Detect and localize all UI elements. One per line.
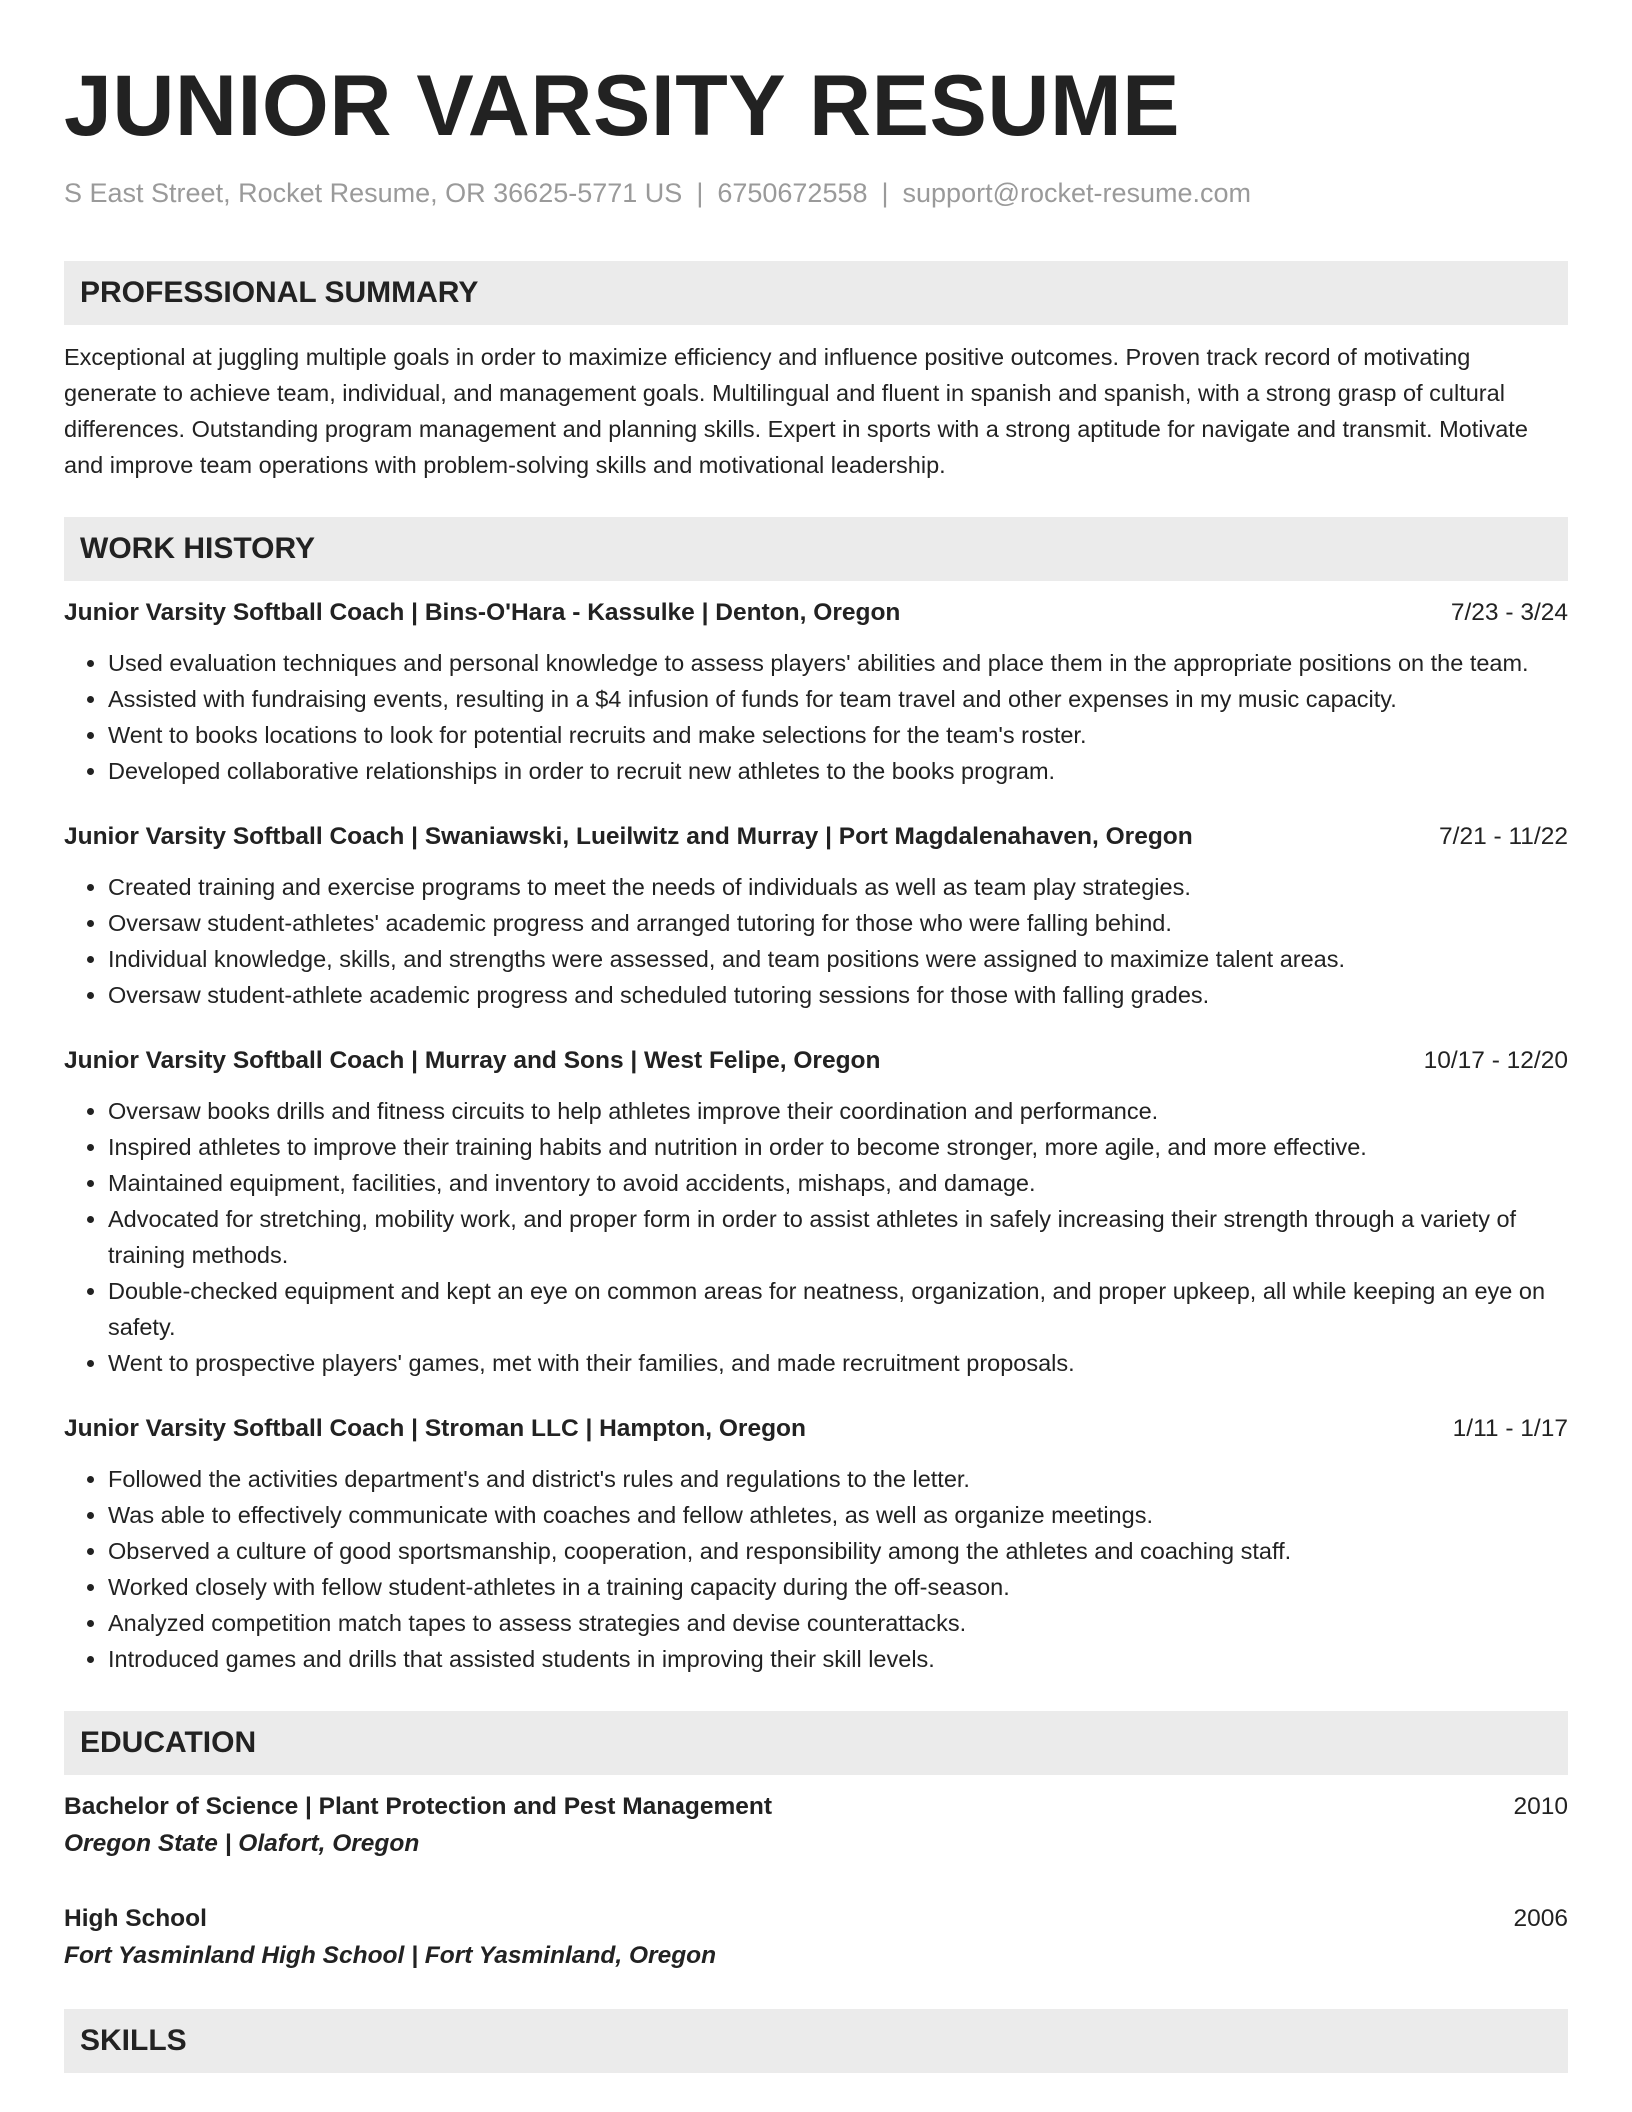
job-dates: 1/11 - 1/17	[1452, 1415, 1568, 1442]
school-name: Fort Yasminland High School | Fort Yasminland, Oregon	[64, 1942, 717, 1969]
job-entry	[64, 819, 1568, 1013]
job-bullets	[64, 869, 1568, 1013]
job-title: Junior Varsity Softball Coach | Bins-O'Hara - Kassulke | Denton, Oregon	[64, 599, 901, 626]
contact-line	[64, 178, 1568, 209]
education-header	[64, 1789, 1568, 1825]
education-list	[64, 1789, 1568, 1975]
job-entry	[64, 1043, 1568, 1381]
job-title: Junior Varsity Softball Coach | Swaniawski, Lueilwitz and Murray | Port Magdalenahaven, Oregon	[64, 823, 1193, 850]
section-heading-work-history: WORK HISTORY	[64, 517, 1568, 581]
section-heading-education: EDUCATION	[64, 1711, 1568, 1775]
contact-phone: 6750672558	[717, 178, 868, 208]
job-header	[64, 819, 1568, 855]
degree-title: High School	[64, 1905, 207, 1932]
job-bullet: • Introduced games and drills that assisted students in improving their skill levels.	[108, 1641, 1568, 1677]
job-bullet: • Oversaw books drills and fitness circuits to help athletes improve their coordination and performance.	[108, 1093, 1568, 1129]
job-bullet: • Went to books locations to look for potential recruits and make selections for the team's roster.	[108, 717, 1568, 753]
job-bullets	[64, 1461, 1568, 1677]
job-bullet: • Went to prospective players' games, met with their families, and made recruitment proposals.	[108, 1345, 1568, 1381]
job-bullet: • Used evaluation techniques and personal knowledge to assess players' abilities and place them in the appropriate positions on the team.	[108, 645, 1568, 681]
graduation-year: 2010	[1513, 1793, 1568, 1820]
contact-separator: |	[696, 178, 704, 208]
section-heading-skills: SKILLS	[64, 2009, 1568, 2073]
job-bullet: • Developed collaborative relationships in order to recruit new athletes to the books program.	[108, 753, 1568, 789]
job-dates: 7/21 - 11/22	[1439, 823, 1568, 850]
contact-separator: |	[881, 178, 889, 208]
graduation-year: 2006	[1513, 1905, 1568, 1932]
degree-title: Bachelor of Science | Plant Protection and Pest Management	[64, 1793, 772, 1820]
job-bullet: • Maintained equipment, facilities, and inventory to avoid accidents, mishaps, and damage.	[108, 1165, 1568, 1201]
job-bullet: • Double-checked equipment and kept an eye on common areas for neatness, organization, and proper upkeep, all while keeping an eye on safety.	[108, 1273, 1568, 1345]
job-header	[64, 1043, 1568, 1079]
job-bullet: • Was able to effectively communicate with coaches and fellow athletes, as well as organize meetings.	[108, 1497, 1568, 1533]
job-bullet: • Observed a culture of good sportsmanship, cooperation, and responsibility among the athletes and coaching staff.	[108, 1533, 1568, 1569]
job-bullet: • Created training and exercise programs to meet the needs of individuals as well as team play strategies.	[108, 869, 1568, 905]
job-bullet: • Inspired athletes to improve their training habits and nutrition in order to become stronger, more agile, and more effective.	[108, 1129, 1568, 1165]
job-title: Junior Varsity Softball Coach | Murray and Sons | West Felipe, Oregon	[64, 1047, 881, 1074]
job-entry	[64, 1411, 1568, 1677]
job-header	[64, 1411, 1568, 1447]
school-name: Oregon State | Olafort, Oregon	[64, 1830, 420, 1857]
job-bullet: • Individual knowledge, skills, and strengths were assessed, and team positions were assigned to maximize talent areas.	[108, 941, 1568, 977]
job-bullet: • Followed the activities department's and district's rules and regulations to the letter.	[108, 1461, 1568, 1497]
contact-email: support@rocket-resume.com	[902, 178, 1252, 208]
job-bullet: • Assisted with fundraising events, resulting in a $4 infusion of funds for team travel and other expenses in my music capacity.	[108, 681, 1568, 717]
education-header	[64, 1901, 1568, 1937]
summary-text: Exceptional at juggling multiple goals in order to maximize efficiency and influence positive outcomes. Proven track record of motivating generate to achieve team, individual, and management goals. Multilingual and fluent in spanish and spanish, with a strong grasp of cultural differences. Outstanding program management and planning skills. Expert in sports with a strong aptitude for navigate and transmit. Motivate and improve team operations with problem-solving skills and motivational leadership.	[64, 344, 1528, 478]
work-history-list	[64, 595, 1568, 1677]
job-bullet: • Analyzed competition match tapes to assess strategies and devise counterattacks.	[108, 1605, 1568, 1641]
section-heading-summary: PROFESSIONAL SUMMARY	[64, 261, 1568, 325]
job-dates: 10/17 - 12/20	[1423, 1047, 1568, 1074]
job-header	[64, 595, 1568, 631]
job-bullets	[64, 645, 1568, 789]
resume-name: JUNIOR VARSITY RESUME	[64, 58, 1180, 154]
job-bullet: • Oversaw student-athletes' academic progress and arranged tutoring for those who were falling behind.	[108, 905, 1568, 941]
job-bullets	[64, 1093, 1568, 1381]
job-title: Junior Varsity Softball Coach | Stroman LLC | Hampton, Oregon	[64, 1415, 806, 1442]
contact-address: S East Street, Rocket Resume, OR 36625-5771 US	[64, 178, 683, 208]
job-bullet: • Oversaw student-athlete academic progress and scheduled tutoring sessions for those with falling grades.	[108, 977, 1568, 1013]
job-entry	[64, 595, 1568, 789]
job-dates: 7/23 - 3/24	[1450, 599, 1568, 626]
education-entry	[64, 1789, 1568, 1863]
job-bullet: • Advocated for stretching, mobility work, and proper form in order to assist athletes in safely increasing their strength through a variety of training methods.	[108, 1201, 1568, 1273]
education-entry	[64, 1901, 1568, 1975]
job-bullet: • Worked closely with fellow student-athletes in a training capacity during the off-season.	[108, 1569, 1568, 1605]
